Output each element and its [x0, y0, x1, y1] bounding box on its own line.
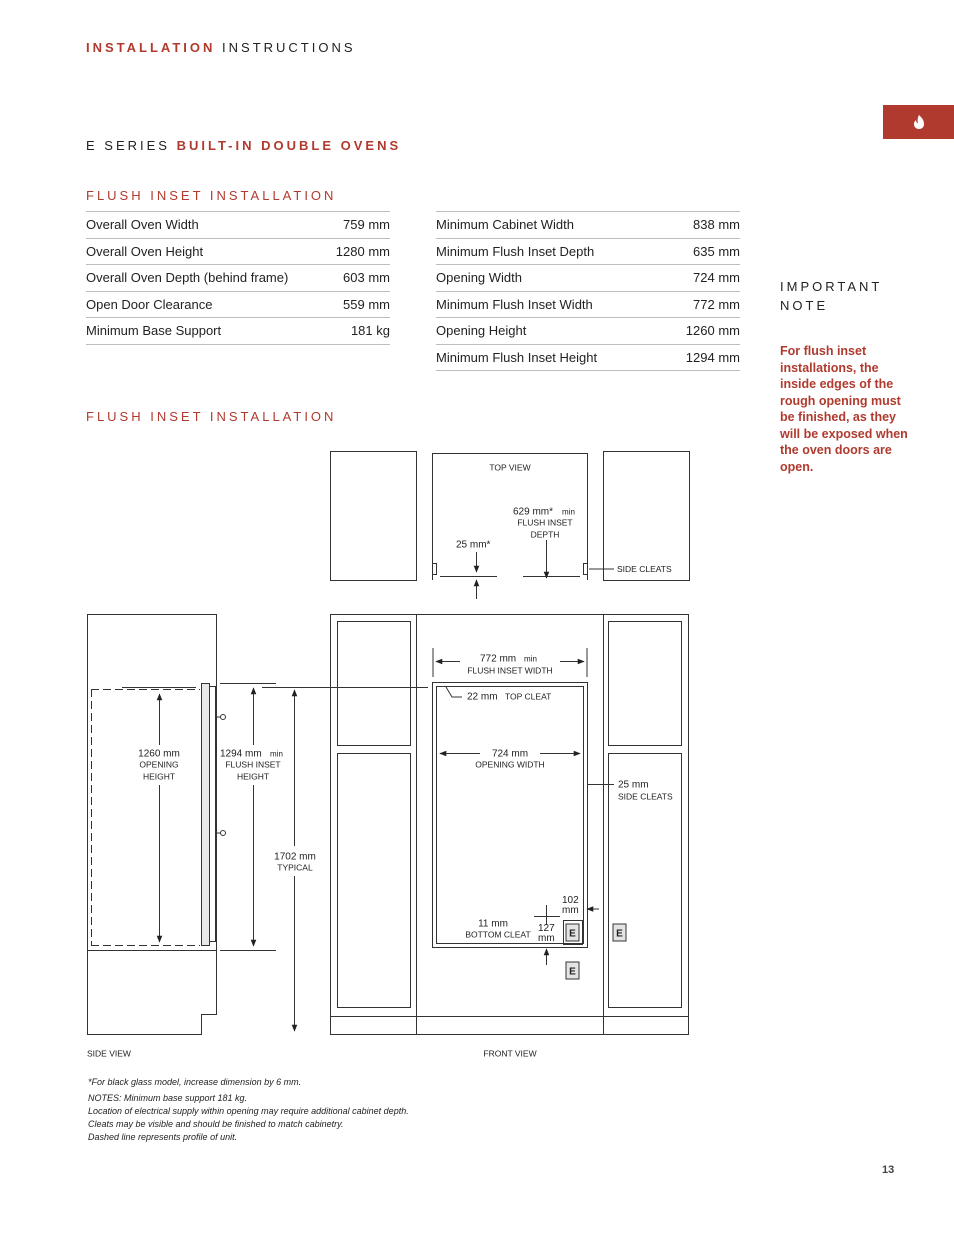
front-view	[331, 615, 689, 1035]
offset-value: 25 mm*	[456, 539, 491, 551]
footnote: *For black glass model, increase dimension by 6 mm.	[88, 1077, 302, 1087]
top-view	[331, 452, 690, 600]
bottom-cleat-label: BOTTOM CLEAT	[465, 929, 531, 940]
spec-label: Minimum Flush Inset Depth	[436, 238, 663, 265]
spec-label: Minimum Flush Inset Height	[436, 344, 663, 371]
spec-value: 772 mm	[663, 291, 740, 318]
note-line: Location of electrical supply within opening may require additional cabinet depth.	[88, 1106, 409, 1116]
header-normal: INSTRUCTIONS	[222, 40, 356, 55]
spec-value: 603 mm	[326, 265, 390, 292]
inset-height-min: min	[270, 749, 283, 759]
inset-height-label-1: FLUSH INSET	[225, 759, 281, 770]
spec-value: 1294 mm	[663, 344, 740, 371]
spec-value: 724 mm	[663, 265, 740, 292]
section-title-specs: FLUSH INSET INSTALLATION	[86, 188, 337, 203]
side-view-label: SIDE VIEW	[87, 1048, 131, 1059]
e-marker-label: E	[616, 928, 623, 940]
opening-height-value: 1260 mm	[138, 748, 180, 760]
electrical-marker	[613, 924, 626, 941]
bottom-cleat-value: 11 mm	[478, 918, 508, 930]
spec-value: 559 mm	[326, 291, 390, 318]
important-note-text: For flush inset installations, the inside edges of the rough opening must be finished, as they will be exposed when the oven doors are open.	[780, 344, 908, 474]
dim-127-value: 127	[538, 923, 555, 934]
side-view	[88, 615, 429, 1035]
e-marker-label: E	[569, 966, 576, 978]
important-title-line1: IMPORTANT	[780, 279, 883, 294]
width-value: 772 mm	[480, 653, 517, 665]
depth-label-2: DEPTH	[530, 529, 560, 540]
inset-height-label-2: HEIGHT	[236, 771, 270, 782]
spec-value: 838 mm	[663, 212, 740, 239]
inset-height-value: 1294 mm	[220, 748, 262, 760]
dim-102-unit: mm	[562, 905, 579, 916]
opening-width-label: OPENING WIDTH	[475, 759, 545, 770]
spec-value: 635 mm	[663, 238, 740, 265]
typical-label: TYPICAL	[277, 862, 313, 873]
note-line: Cleats may be visible and should be finished to match cabinetry.	[88, 1119, 344, 1129]
width-min: min	[524, 654, 537, 664]
spec-value: 759 mm	[326, 212, 390, 239]
spec-value: 1260 mm	[663, 318, 740, 345]
important-title-line2: NOTE	[780, 298, 829, 313]
spec-value: 181 kg	[326, 318, 390, 345]
front-view-label: FRONT VIEW	[483, 1048, 537, 1059]
spec-label: Minimum Flush Inset Width	[436, 291, 663, 318]
spec-label: Open Door Clearance	[86, 291, 326, 318]
dim-127-unit: mm	[538, 933, 555, 944]
dim-102-value: 102	[562, 895, 579, 906]
series-name: BUILT-IN DOUBLE OVENS	[176, 138, 402, 153]
series-prefix: E SERIES	[86, 138, 170, 153]
depth-label-1: FLUSH INSET	[517, 517, 573, 528]
electrical-marker	[566, 924, 579, 941]
spec-value: 1280 mm	[326, 238, 390, 265]
depth-min: min	[562, 507, 575, 517]
spec-label: Opening Height	[436, 318, 663, 345]
spec-label: Minimum Cabinet Width	[436, 212, 663, 239]
top-side-cleats-label: SIDE CLEATS	[617, 564, 672, 574]
spec-label: Minimum Base Support	[86, 318, 326, 345]
section-title-diagram: FLUSH INSET INSTALLATION	[86, 409, 337, 424]
spec-label: Overall Oven Height	[86, 238, 326, 265]
opening-width-value: 724 mm	[491, 748, 529, 760]
depth-value: 629 mm*	[513, 506, 554, 518]
header-bold: INSTALLATION	[86, 40, 216, 55]
spec-label: Overall Oven Width	[86, 212, 326, 239]
width-label: FLUSH INSET WIDTH	[467, 665, 553, 676]
top-view-label: TOP VIEW	[489, 462, 531, 473]
note-line: NOTES: Minimum base support 181 kg.	[88, 1093, 248, 1103]
typical-value: 1702 mm	[274, 851, 316, 863]
note-line: Dashed line represents profile of unit.	[88, 1132, 238, 1142]
top-cleat-label: TOP CLEAT	[505, 691, 552, 702]
top-cleat-value: 22 mm	[467, 691, 498, 703]
side-cleat-value: 25 mm	[618, 779, 649, 791]
spec-label: Overall Oven Depth (behind frame)	[86, 265, 326, 292]
e-marker-label: E	[569, 928, 576, 940]
spec-label: Opening Width	[436, 265, 663, 292]
electrical-marker	[566, 962, 579, 979]
side-cleat-label: SIDE CLEATS	[618, 791, 673, 802]
page-number: 13	[882, 1164, 895, 1176]
opening-height-label-1: OPENING	[139, 759, 179, 770]
opening-height-label-2: HEIGHT	[142, 771, 176, 782]
